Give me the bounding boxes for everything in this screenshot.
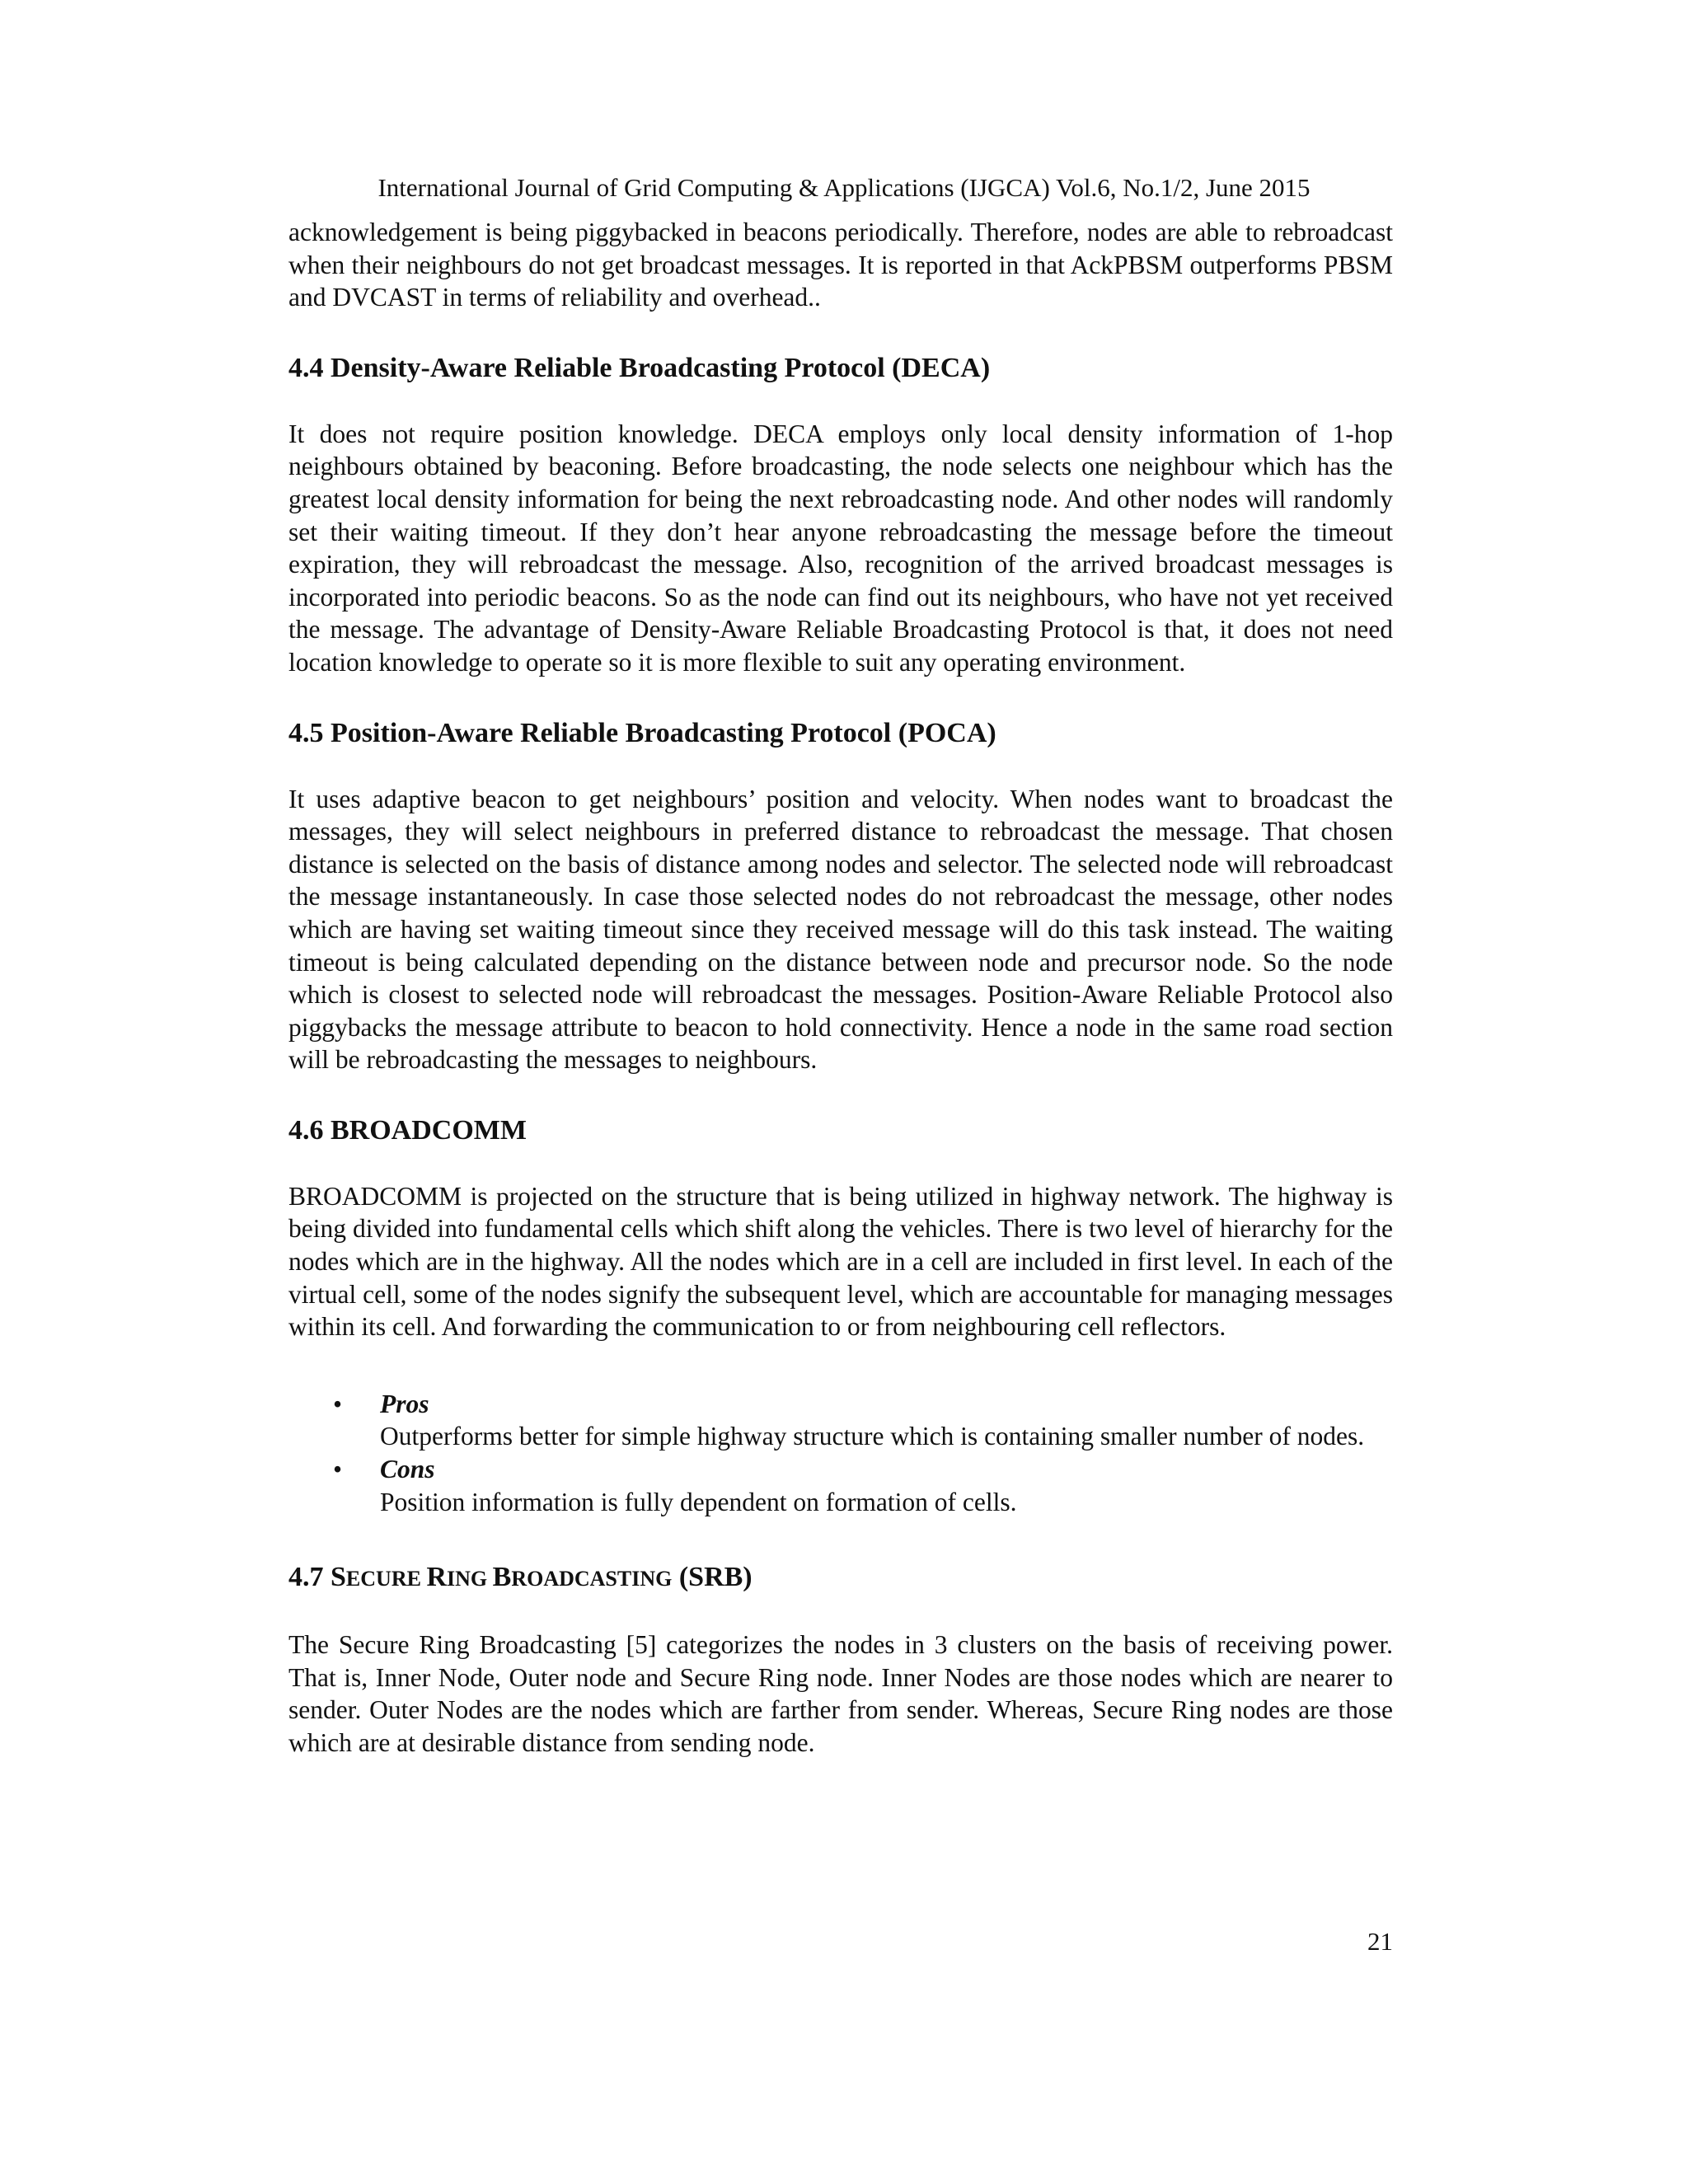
intro-paragraph: acknowledgement is being piggybacked in beacons periodically. Therefore, nodes are able to rebroadcast when their neighbours do not get broadcast messages. It is reported in that AckPBSM outperforms PBSM and DVCAST in terms of reliability and overhead.. bbox=[288, 218, 1393, 312]
section-4-6-heading: 4.6 BROADCOMM bbox=[288, 1114, 527, 1146]
section-4-5-heading: 4.5 Position-Aware Reliable Broadcasting Protocol (POCA) bbox=[288, 717, 996, 748]
section-4-7-r-cap: R bbox=[426, 1562, 447, 1593]
running-header: International Journal of Grid Computing & Applications (IJGCA) Vol.6, No.1/2, June 2015 bbox=[377, 173, 1311, 202]
section-4-7-number: 4.7 bbox=[288, 1562, 331, 1593]
section-4-7-b-rest: ROADCASTING bbox=[511, 1567, 673, 1591]
section-4-7-r-rest: ING bbox=[447, 1567, 493, 1591]
page-content bbox=[288, 216, 1393, 1760]
pros-text: Outperforms better for simple highway structure which is containing smaller number of nodes. bbox=[380, 1422, 1365, 1451]
section-4-7-suffix: (SRB) bbox=[672, 1562, 753, 1593]
bullet-icon: • bbox=[333, 1389, 343, 1418]
cons-text: Position information is fully dependent on formation of cells. bbox=[380, 1487, 1017, 1516]
section-4-7-s-cap: S bbox=[331, 1562, 346, 1593]
list-item-cons bbox=[288, 1453, 1393, 1518]
section-4-4-heading: 4.4 Density-Aware Reliable Broadcasting Protocol (DECA) bbox=[288, 352, 991, 383]
section-4-7-s-rest: ECURE bbox=[345, 1567, 427, 1591]
page-number: 21 bbox=[1367, 1927, 1393, 1956]
section-4-4-paragraph: It does not require position knowledge. DECA employs only local density information of 1-hop neighbours obtained by beaconing. Before broadcasting, the node selects one neighbour which has the greatest local density information for being the next rebroadcasting node. And other nodes will randomly set their waiting timeout. If they don’t hear anyone rebroadcasting the message before the timeout expiration, they will rebroadcast the message. Also, recognition of the arrived broadcast messages is incorporated into periodic beacons. So as the node can find out its neighbours, who have not yet received the message. The advantage of Density-Aware Reliable Broadcasting Protocol is that, it does not need location knowledge to operate so it is more flexible to suit any operating environment. bbox=[288, 419, 1393, 677]
section-4-7-b-cap: B bbox=[492, 1562, 512, 1593]
pros-label: Pros bbox=[380, 1389, 429, 1418]
section-4-5-paragraph: It uses adaptive beacon to get neighbours’ position and velocity. When nodes want to broadcast the messages, they will select neighbours in preferred distance to rebroadcast the message. That chosen distance is selected on the basis of distance among nodes and selector. The selected node will rebroadcast the message instantaneously. In case those selected nodes do not rebroadcast the message, other nodes which are having set waiting timeout since they received message will do this task instead. The waiting timeout is being calculated depending on the distance between node and precursor node. So the node which is closest to selected node will rebroadcast the messages. Position-Aware Reliable Protocol also piggybacks the message attribute to beacon to hold connectivity. Hence a node in the same road section will be rebroadcasting the messages to neighbours. bbox=[288, 784, 1393, 1075]
bullet-icon: • bbox=[333, 1455, 343, 1484]
section-4-7-paragraph: The Secure Ring Broadcasting [5] categorizes the nodes in 3 clusters on the basis of receiving power. That is, Inner Node, Outer node and Secure Ring node. Inner Nodes are those nodes which are nearer to sender. Outer Nodes are the nodes which are farther from sender. Whereas, Secure Ring nodes are those which are at desirable distance from sending node. bbox=[288, 1630, 1393, 1757]
section-4-7-heading bbox=[288, 1559, 1393, 1597]
list-item-pros bbox=[288, 1388, 1393, 1453]
pros-cons-list bbox=[288, 1388, 1393, 1518]
cons-label: Cons bbox=[380, 1455, 435, 1484]
section-4-6-paragraph: BROADCOMM is projected on the structure that is being utilized in highway network. The highway is being divided into fundamental cells which shift along the vehicles. There is two level of hierarchy for the nodes which are in the highway. All the nodes which are in a cell are included in first level. In each of the virtual cell, some of the nodes signify the subsequent level, which are accountable for managing messages within its cell. And forwarding the communication to or from neighbouring cell reflectors. bbox=[288, 1181, 1393, 1342]
